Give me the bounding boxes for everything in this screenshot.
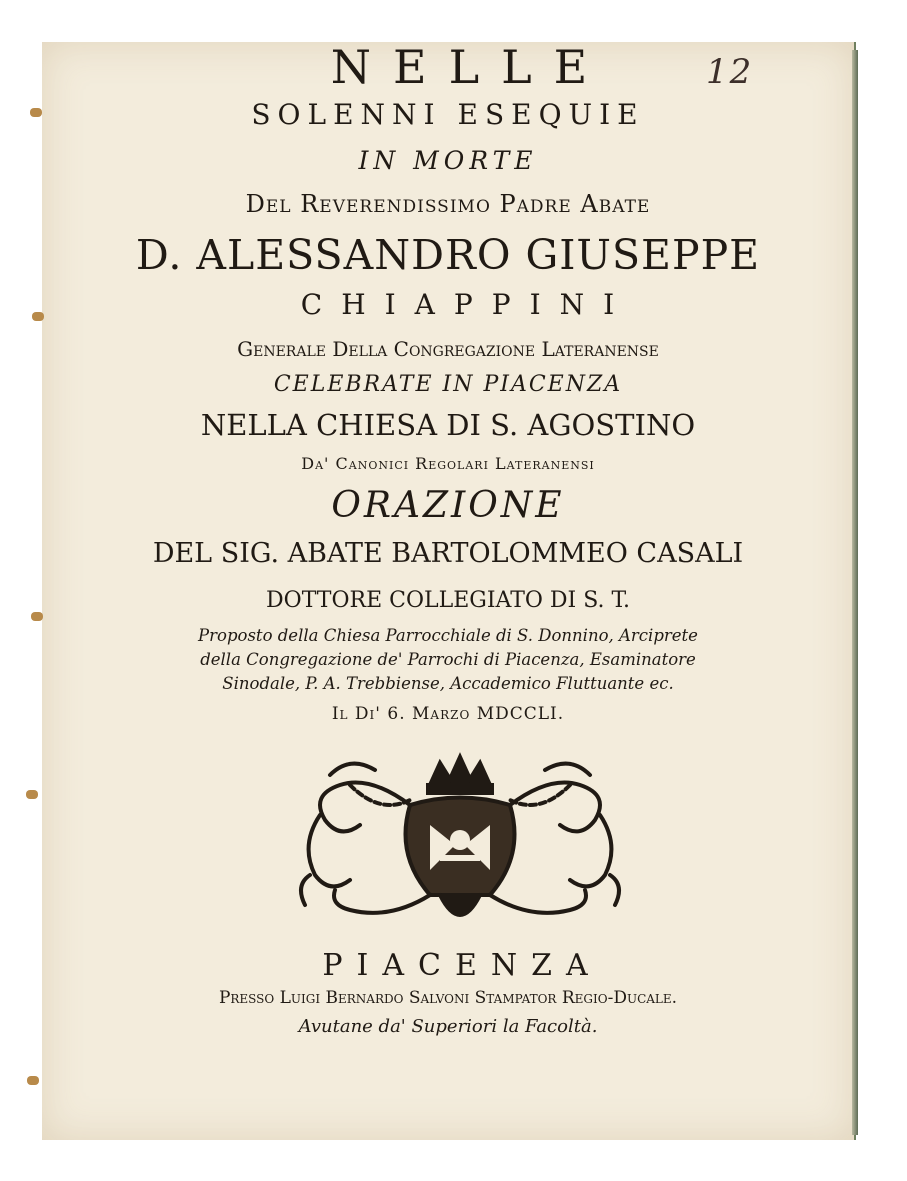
title-canonici: Da' Canonici Regolari Lateranensi: [301, 454, 595, 473]
title-orazione: ORAZIONE: [331, 485, 565, 526]
title-in-morte: IN MORTE: [358, 146, 538, 175]
imprint-permission: Avutane da' Superiori la Facoltà.: [298, 1016, 598, 1037]
title-casali: DEL SIG. ABATE BARTOLOMMEO CASALI: [152, 538, 744, 569]
title-dottore: DOTTORE COLLEGIATO DI S. T.: [266, 588, 630, 613]
spine-stitch: [30, 108, 42, 117]
title-chiappini: CHIAPPINI: [300, 288, 634, 321]
title-alessandro-giuseppe: D. ALESSANDRO GIUSEPPE: [135, 231, 761, 279]
title-celebrate: CELEBRATE IN PIACENZA: [273, 372, 623, 397]
text-congregazione: della Congregazione de' Parrochi di Piacenza, Esaminatore: [200, 650, 696, 669]
printer-emblem-ornament: [290, 745, 630, 935]
text-sinodale: Sinodale, P. A. Trebbiense, Accademico Fluttuante ec.: [222, 674, 674, 693]
text-proposto: Proposto della Chiesa Parrocchiale di S. Donnino, Arciprete: [198, 626, 698, 645]
imprint-city: PIACENZA: [322, 948, 602, 983]
handwritten-number: 12: [706, 52, 754, 92]
title-nelle: NELLE: [330, 40, 610, 94]
spine-stitch: [31, 612, 43, 621]
spine-stitch: [26, 790, 38, 799]
title-chiesa: NELLA CHIESA DI S. AGOSTINO: [200, 408, 696, 442]
imprint-printer: Presso Luigi Bernardo Salvoni Stampator Regio-Ducale.: [218, 988, 678, 1008]
title-reverendissimo: Del Reverendissimo Padre Abate: [245, 190, 651, 218]
spine-stitch: [27, 1076, 39, 1085]
text-date: Il Di' 6. Marzo MDCCLI.: [331, 704, 565, 724]
title-generale: Generale Della Congregazione Lateranense: [237, 337, 659, 361]
title-solenni-esequie: SOLENNI ESEQUIE: [251, 98, 645, 131]
